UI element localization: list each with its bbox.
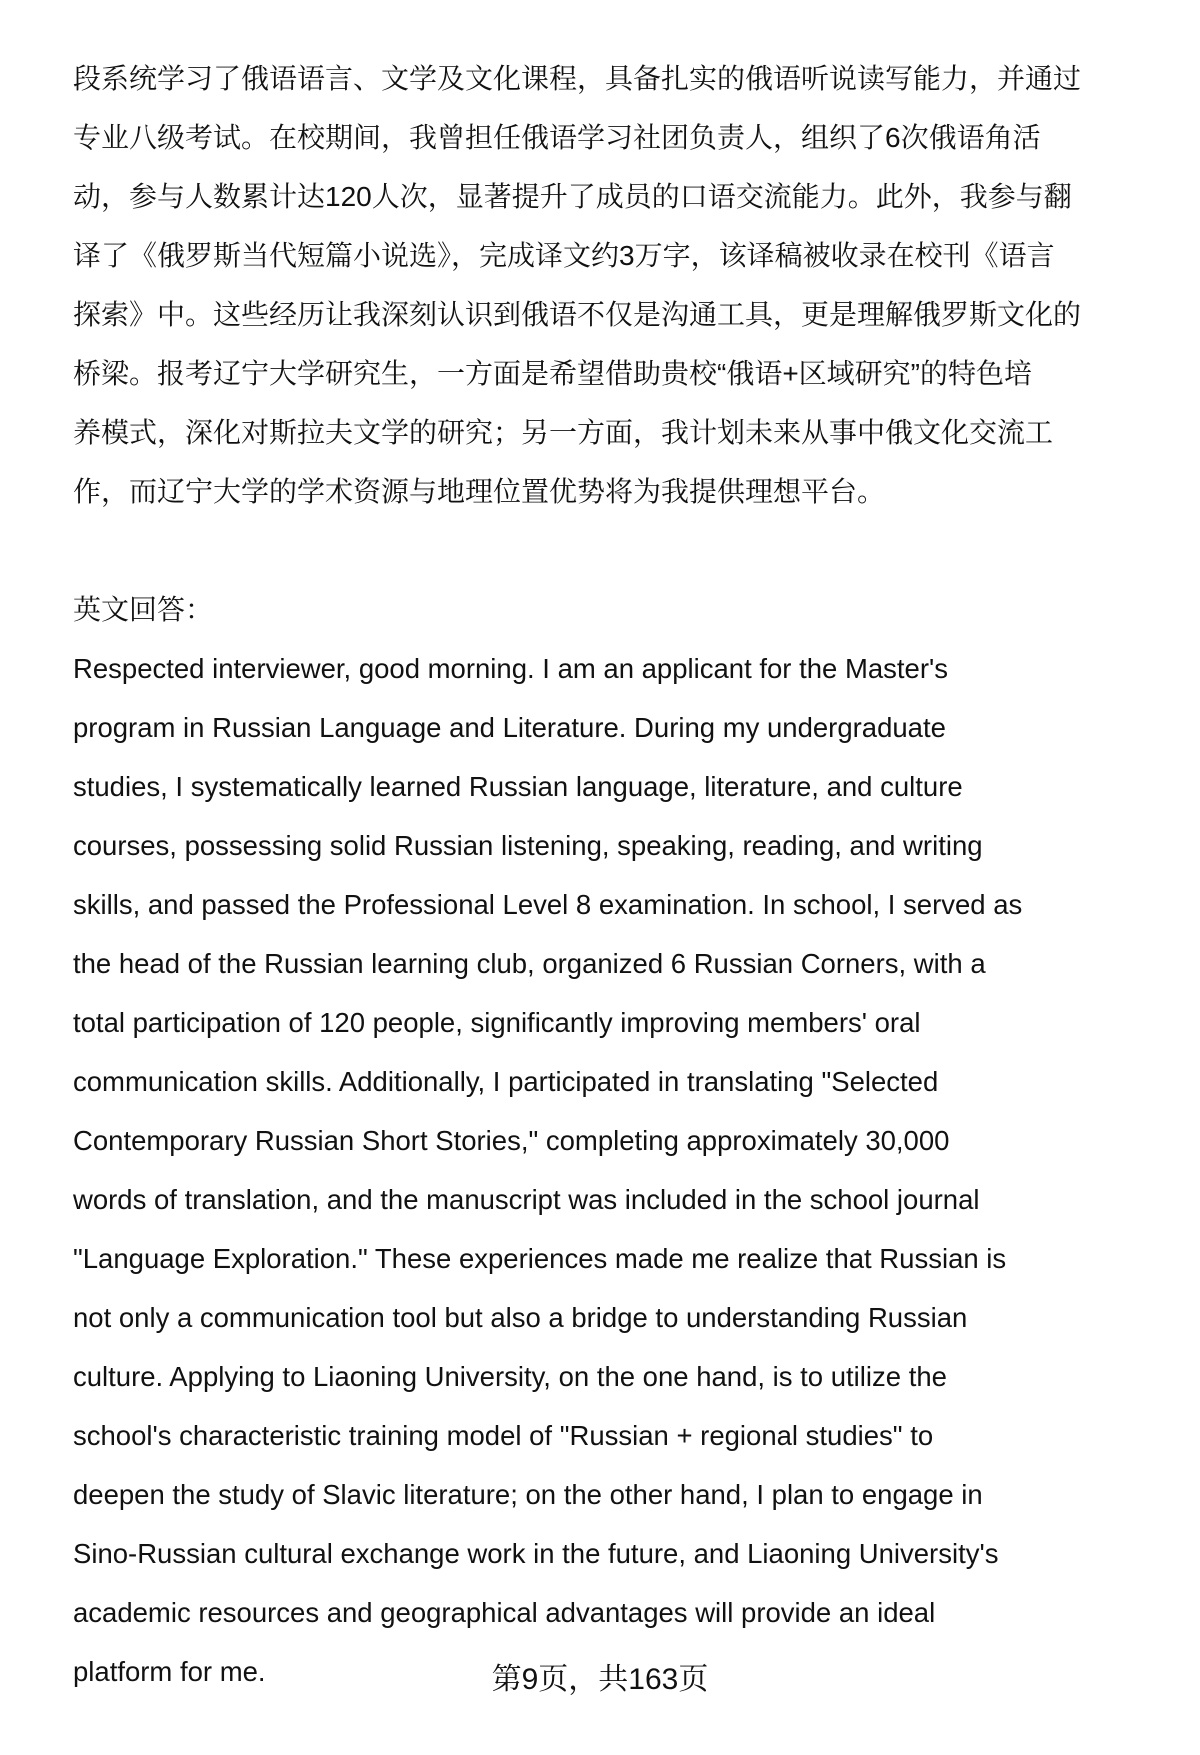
chinese-answer [73,57,1081,529]
text-line: academic resources and geographical advantages will provide an ideal [73,1597,936,1628]
english-heading: 英文回答： [73,594,214,625]
text-line: school's characteristic training model of "Russian + regional studies" to [73,1420,934,1451]
empty-line [73,529,1081,588]
text-line: 专业八级考试。在校期间，我曾担任俄语学习社团负责人，组织了6次俄语角活 [73,122,1041,153]
text-line: Sino-Russian cultural exchange work in the future, and Liaoning University's [73,1538,999,1569]
page-number: 第9页，共163页 [491,1663,709,1696]
text-line: the head of the Russian learning club, organized 6 Russian Corners, with a [73,948,986,979]
text-line: not only a communication tool but also a bridge to understanding Russian [73,1302,968,1333]
text-line: program in Russian Language and Literature. During my undergraduate [73,712,946,743]
text-line: communication skills. Additionally, I participated in translating "Selected [73,1066,939,1097]
text-line: skills, and passed the Professional Level 8 examination. In school, I served as [73,889,1023,920]
text-line: platform for me. [73,1656,266,1687]
text-line: 段系统学习了俄语语言、文学及文化课程，具备扎实的俄语听说读写能力，并通过 [73,63,1082,94]
text-line: 作，而辽宁大学的学术资源与地理位置优势将为我提供理想平台。 [73,476,886,507]
text-line: 养模式，深化对斯拉夫文学的研究；另一方面，我计划未来从事中俄文化交流工 [73,417,1054,448]
text-line: 桥梁。报考辽宁大学研究生，一方面是希望借助贵校“俄语+区域研究”的特色培 [73,358,1033,389]
text-line: 译了《俄罗斯当代短篇小说选》，完成译文约3万字，该译稿被收录在校刊《语言 [73,240,1055,271]
text-line: words of translation, and the manuscript was included in the school journal [73,1184,980,1215]
document-body [73,57,1081,1709]
text-line: total participation of 120 people, significantly improving members' oral [73,1007,921,1038]
text-line: courses, possessing solid Russian listening, speaking, reading, and writing [73,830,983,861]
english-answer [73,647,1081,1709]
text-line: Contemporary Russian Short Stories," completing approximately 30,000 [73,1125,950,1156]
text-line: 探索》中。这些经历让我深刻认识到俄语不仅是沟通工具，更是理解俄罗斯文化的 [73,299,1082,330]
text-line: "Language Exploration." These experiences made me realize that Russian is [73,1243,1007,1274]
text-line: 动，参与人数累计达120人次，显著提升了成员的口语交流能力。此外，我参与翻 [73,181,1072,212]
text-line: studies, I systematically learned Russian language, literature, and culture [73,771,963,802]
text-line: culture. Applying to Liaoning University, on the one hand, is to utilize the [73,1361,947,1392]
text-line: deepen the study of Slavic literature; on the other hand, I plan to engage in [73,1479,983,1510]
text-line: Respected interviewer, good morning. I am an applicant for the Master's [73,653,949,684]
